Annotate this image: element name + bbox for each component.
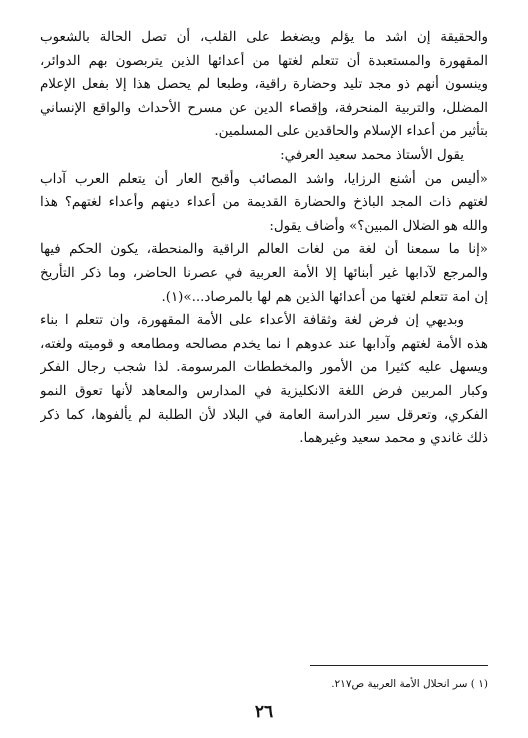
- text-line: ذلك غاندي و محمد سعيد وغيرهما.: [299, 431, 488, 447]
- text-line: الفكري، وتعرقل سير الدراسة العامة في البلاد لأن الطلبة لم يألفوها، كما ذكر: [40, 407, 488, 423]
- text-line: وينسون أنهم ذو مجد تليد وحضارة راقية، وطبعا لم يحصل هذا إلا بفعل الإعلام: [40, 77, 488, 93]
- footnote-divider: [310, 665, 488, 666]
- quote-line: إن امة تتعلم لغتها من أعدائها الذين هم لها بالمرصاد...»(١).: [161, 289, 488, 305]
- quote-line: «أليس من أشنع الرزايا، واشد المصائب وأقبح العار أن يتعلم العرب آداب: [40, 171, 488, 187]
- text-line: هذه الأمة لغتهم وآدابها عند عدوهم ا نما يخدم مصالحه ومطامعه و قوميته ولغته،: [40, 336, 488, 352]
- quote-line: والله هو الضلال المبين؟» وأضاف يقول:: [269, 218, 488, 234]
- text-line: وبديهي إن فرض لغة وثقافة الأعداء على الأمة المقهورة، وان تتعلم ا بناء: [40, 313, 464, 329]
- quote-line: والمرجع لآدابها غير أبنائها إلا الأمة العربية في عصرنا الحاضر، وما ذكر التأريخ: [40, 265, 488, 281]
- text-line: ويسهل عليه كثيرا من الأمور والمخططات المرسومة. لذا شجب رجال الفكر: [40, 360, 488, 376]
- text-line: وكبار المربين فرض اللغة الانكليزية في المدارس والمعاهد لأنها تعوق النمو: [40, 383, 488, 399]
- footnote: (١ ) سر انحلال الأمة العربية ص٢١٧.: [331, 678, 488, 690]
- text-line: والحقيقة إن اشد ما يؤلم ويضغط على القلب، أن تصل الحالة بالشعوب: [40, 30, 488, 45]
- quote-line: لغتهم ذات المجد الباذخ والحضارة القديمة من أعداء دينهم وأعداء لغتهم؟ هذا: [40, 195, 488, 211]
- text-line: المقهورة والمستعبدة أن تتعلم لغتها من أعدائها الذين يتربصون بهم الدوائر،: [40, 53, 488, 69]
- quote-line: «إنا ما سمعنا أن لغة من لغات العالم الراقية والمنحطة، يكون الحكم فيها: [40, 242, 488, 258]
- text-line: يقول الأستاذ محمد سعيد العرفي:: [280, 147, 464, 163]
- body-text: [40, 26, 488, 451]
- text-line: بتأثير من أعداء الإسلام والحاقدين على المسلمين.: [214, 124, 488, 140]
- text-line: المضلل، والتربية المنحرفة، وإقصاء الدين عن مسرح الأحداث والواقع الإنساني: [40, 100, 488, 116]
- page-number: ٢٦: [254, 702, 274, 722]
